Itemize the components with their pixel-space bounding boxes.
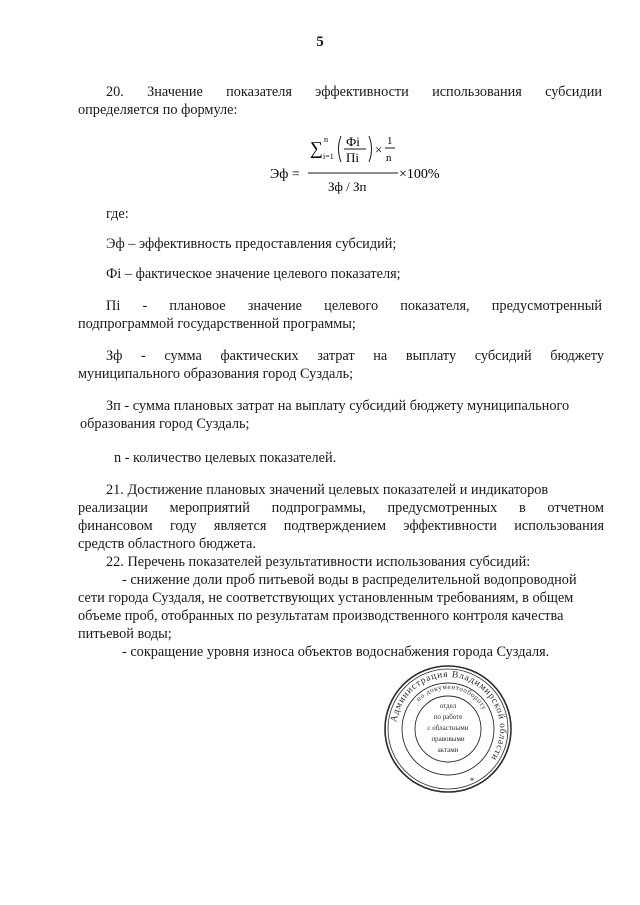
word: подтверждением — [283, 518, 387, 534]
word: подпрограммы, — [271, 500, 366, 516]
word: реализации — [78, 500, 148, 516]
left-paren — [339, 136, 342, 162]
stamp-inner-text: по документообороту — [414, 682, 489, 712]
paragraph-22-item-1-line-2: сети города Суздаля, не соответствующих установленным требованиям, в общем — [78, 590, 574, 606]
definition-zp-line-2: образования город Суздаль; — [80, 416, 250, 432]
one-over-n-bottom: n — [386, 152, 392, 164]
word: значение — [247, 298, 303, 314]
paragraph-22-heading: 22. Перечень показателей результативности использования субсидий: — [106, 554, 531, 570]
stamp-center-line: по работе — [433, 713, 463, 721]
definition-zf-line-1 — [106, 348, 604, 364]
word: в — [518, 500, 526, 516]
right-paren — [369, 136, 372, 162]
word: эффективности — [403, 518, 497, 534]
word: Значение — [147, 84, 203, 100]
paragraph-21-line-4: средств областного бюджета. — [78, 536, 256, 552]
stamp-star: * — [469, 776, 475, 786]
word: году — [169, 518, 197, 534]
word: финансовом — [78, 518, 153, 534]
word: использования — [514, 518, 605, 534]
paragraph-22-item-2: - сокращение уровня износа объектов водоснабжения города Суздаля. — [122, 644, 550, 660]
one-over-n-top: 1 — [387, 135, 393, 147]
paragraph-22-item-1-line-4: питьевой воды; — [78, 626, 172, 642]
stamp-center-line: отдел — [439, 702, 457, 710]
paragraph-22-item-1-line-3: объеме проб, отобранных по результатам производственного контроля качества — [78, 608, 564, 624]
word: предусмотренных — [387, 500, 498, 516]
word: Пi — [106, 298, 121, 314]
definition-fi: Фi – фактическое значение целевого показателя; — [106, 266, 401, 282]
efficiency-formula — [270, 128, 470, 198]
paragraph-20-line-1 — [106, 84, 602, 100]
formula-lhs: Эф = — [270, 167, 300, 182]
word: выплату — [405, 348, 457, 364]
word: показателя, — [400, 298, 470, 314]
word: на — [373, 348, 388, 364]
page-number: 5 — [316, 34, 324, 50]
definition-zp-line-1: Зп - сумма плановых затрат на выплату субсидий бюджету муниципального — [106, 398, 570, 414]
formula-graphic — [270, 128, 470, 198]
definition-n: n - количество целевых показателей. — [114, 450, 337, 466]
sum-upper-limit: n — [324, 135, 328, 144]
word: бюджету — [550, 348, 605, 364]
word: использования — [432, 84, 522, 100]
sum-lower-limit: i=1 — [323, 152, 334, 161]
word: фактических — [220, 348, 299, 364]
word: затрат — [317, 348, 355, 364]
times-sign: × — [375, 142, 383, 157]
formula-denominator: Зф / Зп — [328, 179, 367, 194]
word: субсидий — [474, 348, 532, 364]
sum-symbol: ∑ — [310, 138, 323, 158]
word: отчетном — [547, 500, 604, 516]
word: Зф — [106, 348, 123, 364]
word: - — [142, 298, 148, 314]
formula-tail: ×100% — [399, 167, 440, 182]
word: субсидии — [545, 84, 603, 100]
stamp-center-line: с областными — [427, 724, 469, 732]
official-stamp — [382, 663, 514, 795]
word: - — [141, 348, 146, 364]
stamp-graphic — [382, 663, 514, 795]
definition-ef: Эф – эффективность предоставления субсидий; — [106, 236, 397, 252]
paragraph-21-line-1: 21. Достижение плановых значений целевых показателей и индикаторов — [106, 482, 549, 498]
definition-pi-line-1 — [106, 298, 602, 314]
numerator-fi: Фi — [346, 134, 360, 149]
definition-zf-line-2: муниципального образования город Суздаль; — [78, 366, 354, 382]
word: эффективности — [315, 84, 409, 100]
word: мероприятий — [169, 500, 250, 516]
paragraph-21-line-2 — [78, 500, 604, 516]
word: плановое — [169, 298, 226, 314]
definition-pi-line-2: подпрограммой государственной программы; — [78, 316, 356, 332]
paragraph-22-item-1-line-1: - снижение доли проб питьевой воды в распределительной водопроводной — [122, 572, 577, 588]
word: является — [213, 518, 267, 534]
word: показателя — [226, 84, 292, 100]
word: целевого — [324, 298, 379, 314]
stamp-outer-text: Администрация Владимирской области — [389, 669, 508, 763]
denominator-pi: Пi — [346, 150, 359, 165]
paragraph-21-line-3 — [78, 518, 604, 534]
paragraph-20-line-2: определяется по формуле: — [78, 102, 238, 118]
where-label: где: — [106, 206, 129, 222]
stamp-center-line: актами — [437, 746, 459, 754]
word: предусмотренный — [491, 298, 602, 314]
stamp-center-line: правовыми — [431, 735, 465, 743]
word: 20. — [106, 84, 124, 100]
word: сумма — [164, 348, 202, 364]
